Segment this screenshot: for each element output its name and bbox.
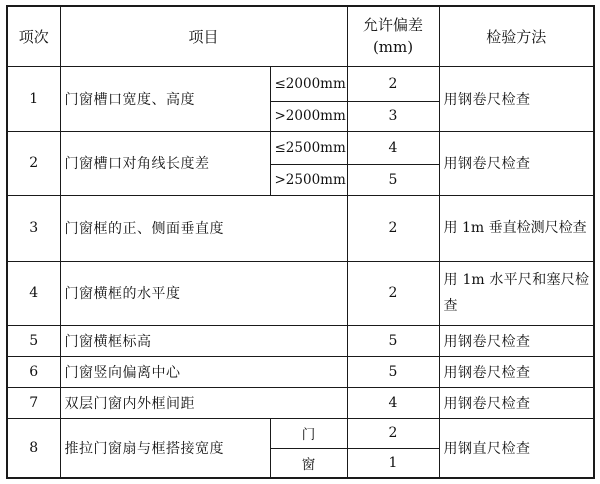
table-row: [7, 418, 594, 448]
row-deviation-value: 1: [347, 448, 439, 478]
header-deviation-label: 允许偏差: [363, 16, 424, 35]
row-method: 用 1m 水平尺和塞尺检查: [439, 261, 594, 325]
header-no: 项次: [7, 6, 60, 66]
row-condition: 窗: [270, 448, 347, 478]
row-item: 门窗横框的水平度: [60, 261, 347, 325]
header-deviation: [347, 6, 439, 66]
row-condition: >2500mm: [270, 164, 347, 195]
row-item: 门窗横框标高: [60, 325, 347, 356]
row-deviation-value: 5: [347, 164, 439, 195]
header-row: [7, 6, 594, 66]
row-method: 用钢直尺检查: [439, 418, 594, 478]
table-row: [7, 261, 594, 325]
row-no: 1: [7, 66, 60, 131]
row-method: 用钢卷尺检查: [439, 131, 594, 195]
row-deviation-value: 5: [347, 325, 439, 356]
table-row: [7, 356, 594, 387]
row-deviation-value: 5: [347, 356, 439, 387]
row-deviation-value: 2: [347, 66, 439, 101]
row-method: 用 1m 垂直检测尺检查: [439, 195, 594, 261]
row-item: 推拉门窗扇与框搭接宽度: [60, 418, 270, 478]
row-no: 3: [7, 195, 60, 261]
row-item: 门窗槽口宽度、高度: [60, 66, 270, 131]
row-method: 用钢卷尺检查: [439, 325, 594, 356]
row-item: 门窗槽口对角线长度差: [60, 131, 270, 195]
row-deviation-value: 2: [347, 261, 439, 325]
row-method: 用钢卷尺检查: [439, 387, 594, 418]
row-deviation-value: 2: [347, 195, 439, 261]
row-no: 2: [7, 131, 60, 195]
table-row: [7, 131, 594, 164]
row-condition: 门: [270, 418, 347, 448]
table-row: [7, 387, 594, 418]
row-deviation-value: 3: [347, 101, 439, 131]
header-item: 项目: [60, 6, 347, 66]
row-condition: ≤2000mm: [270, 66, 347, 101]
table-row: [7, 195, 594, 261]
row-method: 用钢卷尺检查: [439, 356, 594, 387]
header-deviation-unit: (mm): [372, 38, 414, 57]
row-condition: ≤2500mm: [270, 131, 347, 164]
row-no: 8: [7, 418, 60, 478]
row-no: 4: [7, 261, 60, 325]
row-condition: >2000mm: [270, 101, 347, 131]
row-method: 用钢卷尺检查: [439, 66, 594, 131]
row-no: 6: [7, 356, 60, 387]
table-row: [7, 66, 594, 101]
row-item: 门窗竖向偏离中心: [60, 356, 347, 387]
row-no: 7: [7, 387, 60, 418]
row-deviation-value: 4: [347, 131, 439, 164]
table-row: [7, 325, 594, 356]
row-item: 门窗框的正、侧面垂直度: [60, 195, 347, 261]
row-item: 双层门窗内外框间距: [60, 387, 347, 418]
row-deviation-value: 2: [347, 418, 439, 448]
row-deviation-value: 4: [347, 387, 439, 418]
row-no: 5: [7, 325, 60, 356]
header-method: 检验方法: [439, 6, 594, 66]
inspection-table: [6, 5, 595, 479]
